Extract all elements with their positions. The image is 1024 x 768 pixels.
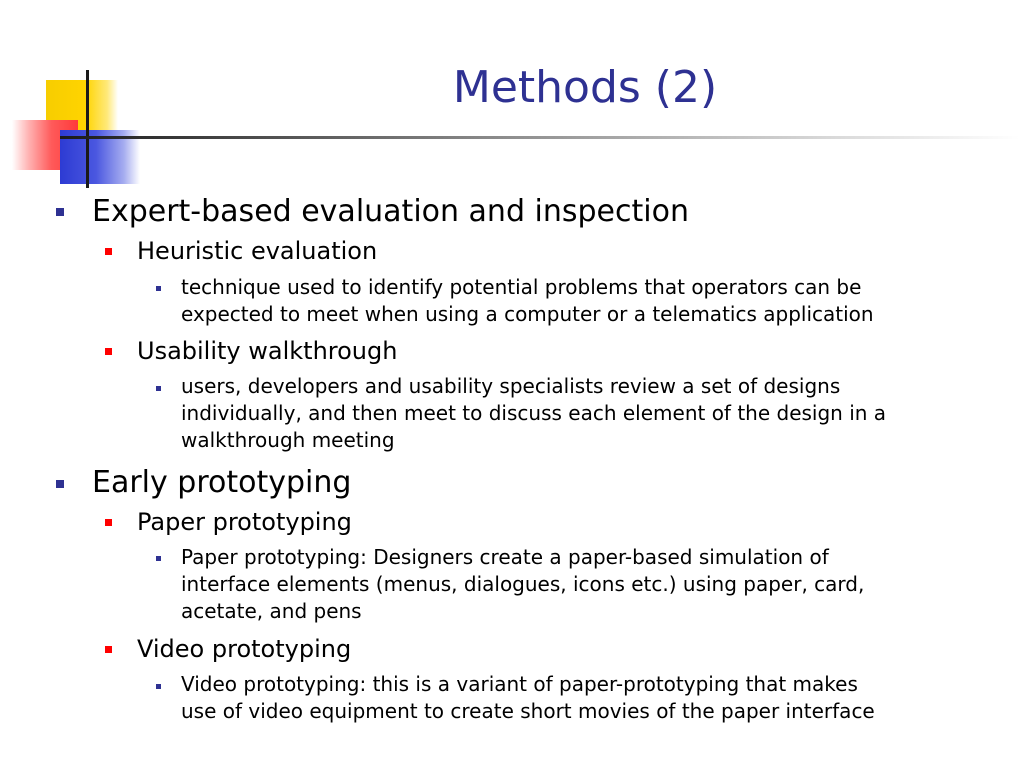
level1-bullet-icon: [56, 480, 64, 488]
item-label: Video prototyping: [137, 635, 352, 663]
title-underline: [60, 136, 1020, 139]
detail-line: expected to meet when using a computer or a telematics application: [181, 302, 874, 326]
item-label: Heuristic evaluation: [137, 237, 378, 265]
level2-bullet-icon: [105, 248, 112, 255]
detail-line: users, developers and usability specialists review a set of designs: [181, 374, 841, 398]
detail-line: Paper prototyping: Designers create a paper-based simulation of: [181, 545, 829, 569]
section-heading: Early prototyping: [92, 465, 352, 500]
level3-bullet-icon: [156, 386, 161, 391]
detail-line: use of video equipment to create short movies of the paper interface: [181, 699, 875, 723]
detail-line: acetate, and pens: [181, 599, 362, 623]
detail-line: walkthrough meeting: [181, 428, 395, 452]
level1-bullet-icon: [56, 208, 64, 216]
level3-bullet-icon: [156, 556, 161, 561]
slide-title: Methods (2): [452, 62, 718, 113]
item-label: Paper prototyping: [137, 508, 352, 536]
detail-line: technique used to identify potential problems that operators can be: [181, 275, 862, 299]
level3-bullet-icon: [156, 286, 161, 291]
level2-bullet-icon: [105, 519, 112, 526]
item-detail: [181, 544, 981, 625]
section-heading: Expert-based evaluation and inspection: [92, 194, 689, 229]
detail-line: interface elements (menus, dialogues, icons etc.) using paper, card,: [181, 572, 865, 596]
item-detail: [181, 274, 981, 328]
level3-bullet-icon: [156, 684, 161, 689]
level2-bullet-icon: [105, 646, 112, 653]
item-detail: [181, 373, 981, 454]
detail-line: individually, and then meet to discuss each element of the design in a: [181, 401, 887, 425]
item-detail: [181, 671, 981, 725]
level2-bullet-icon: [105, 348, 112, 355]
detail-line: Video prototyping: this is a variant of paper-prototyping that makes: [181, 672, 858, 696]
item-label: Usability walkthrough: [137, 337, 398, 365]
logo-vertical-line: [86, 70, 89, 188]
